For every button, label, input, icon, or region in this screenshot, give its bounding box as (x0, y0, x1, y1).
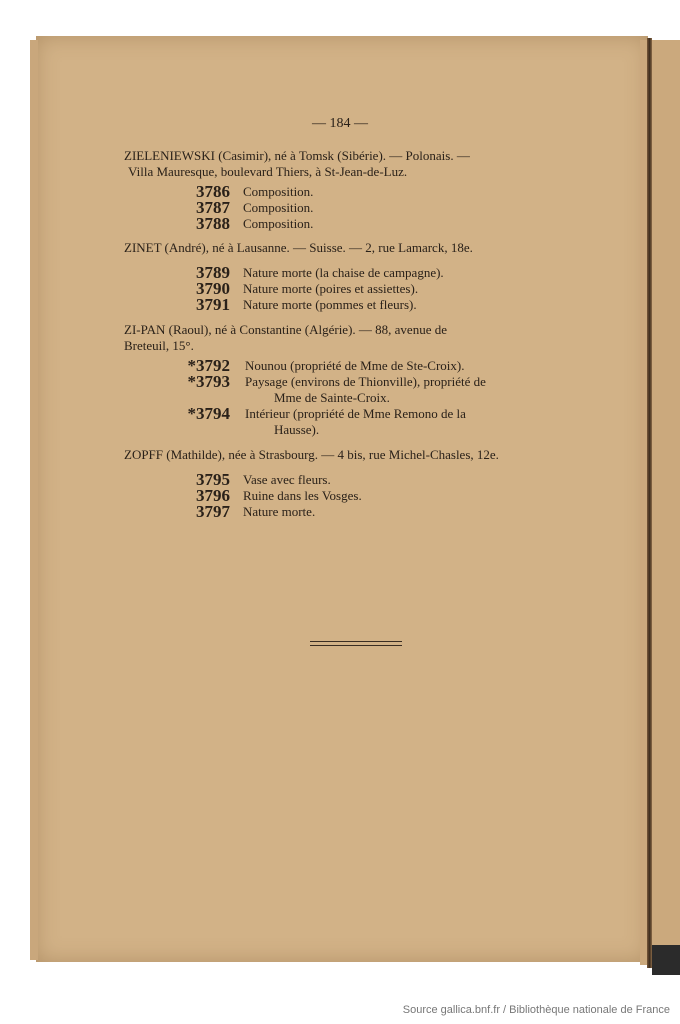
item-number: 3797 (196, 502, 230, 521)
item-title-continued: Mme de Sainte-Croix. (274, 390, 390, 405)
entry-heading-line: ZOPFF (Mathilde), née à Strasbourg. — 4 bis, rue Michel-Chasles, 12e. (124, 447, 499, 462)
item-title: Intérieur (propriété de Mme Remono de la (245, 406, 466, 421)
item-title: Nature morte (pommes et fleurs). (243, 297, 417, 312)
entry-heading-line: ZIELENIEWSKI (Casimir), né à Tomsk (Sibérie). — Polonais. — (124, 148, 470, 163)
item-number: 3795 (196, 470, 230, 489)
end-rule-top (310, 641, 402, 642)
item-title: Composition. (243, 216, 314, 231)
item-title: Vase avec fleurs. (243, 472, 331, 487)
item-title: Nature morte. (243, 504, 316, 519)
item-title-continued: Hausse). (274, 422, 320, 437)
item-number: *3794 (187, 404, 230, 423)
book-spine (647, 38, 652, 968)
item-number: 3788 (196, 214, 230, 233)
end-rule-bottom (310, 645, 402, 646)
item-number: 3786 (196, 182, 230, 201)
item-title: Composition. (243, 184, 314, 199)
entry-heading-line: Breteuil, 15°. (124, 338, 194, 353)
page-number: — 184 — (312, 116, 368, 131)
source-footer: Source gallica.bnf.fr / Bibliothèque nationale de France (402, 1004, 670, 1016)
entry-heading-zi-pan (124, 322, 586, 354)
page-corner-shadow (652, 945, 680, 975)
next-page-edge (640, 40, 680, 965)
item-number: 3790 (196, 279, 230, 298)
item-title: Ruine dans les Vosges. (243, 488, 362, 503)
item-number: *3793 (187, 372, 230, 391)
entry-heading-zopff (124, 447, 586, 463)
item-title: Nature morte (poires et assiettes). (243, 281, 419, 296)
item-number: 3787 (196, 198, 230, 217)
item-title: Nature morte (la chaise de campagne). (243, 265, 444, 280)
item-title: Composition. (243, 200, 314, 215)
item-title: Nounou (propriété de Mme de Ste-Croix). (245, 358, 465, 373)
entry-heading-line: Villa Mauresque, boulevard Thiers, à St-Jean-de-Luz. (128, 164, 408, 179)
item-number: 3789 (196, 263, 230, 282)
entry-heading-zinet (124, 240, 586, 256)
item-number: 3791 (196, 295, 230, 314)
item-number: 3796 (196, 486, 230, 505)
item-title: Paysage (environs de Thionville), propriété de (245, 374, 486, 389)
item-number: *3792 (187, 356, 230, 375)
entry-heading-line: ZI-PAN (Raoul), né à Constantine (Algérie). — 88, avenue de (124, 322, 447, 337)
entry-heading-zieleniewski (124, 148, 586, 180)
entry-heading-line: ZINET (André), né à Lausanne. — Suisse. — 2, rue Lamarck, 18e. (124, 240, 473, 255)
